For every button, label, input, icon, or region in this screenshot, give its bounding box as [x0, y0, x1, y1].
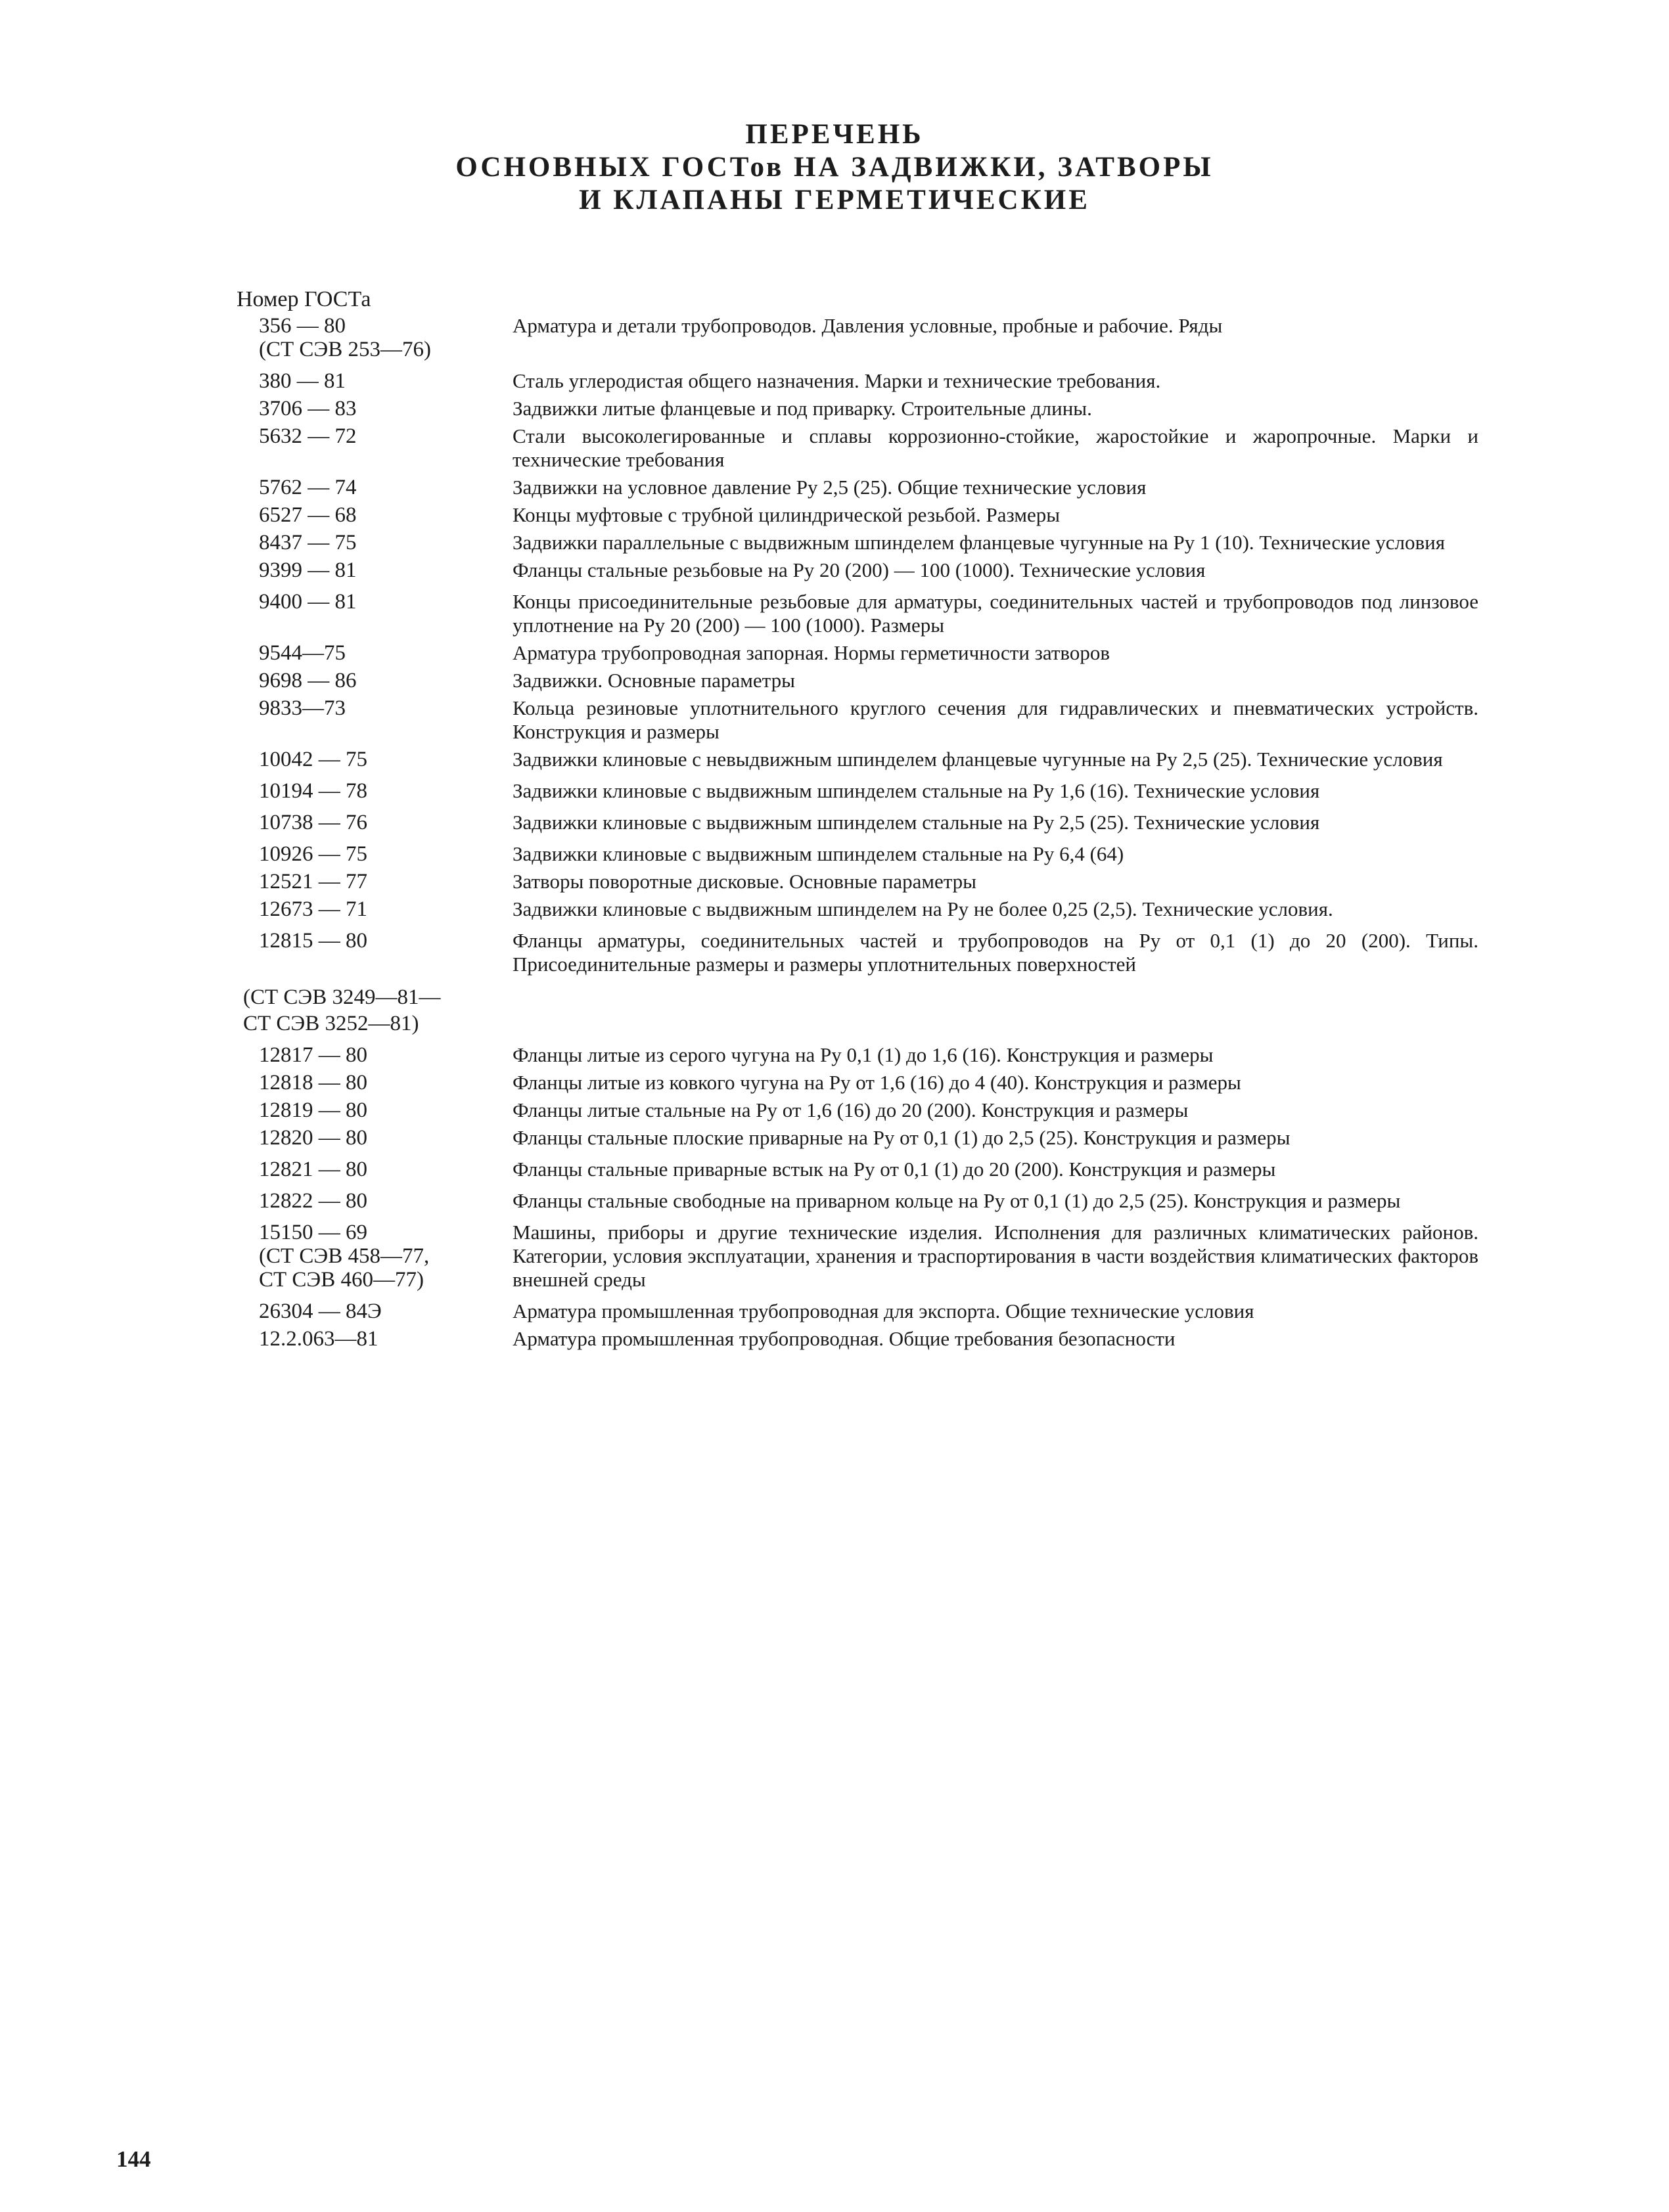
- gost-number-main: 9698 — 86: [259, 669, 357, 692]
- gost-number-main: 12820 — 80: [259, 1126, 367, 1150]
- gost-number-main: 9400 — 81: [259, 590, 357, 614]
- table-row: [237, 1299, 1478, 1323]
- gost-description: Арматура промышленная трубопроводная для экспорта. Общие технические условия: [513, 1299, 1254, 1322]
- gost-number-sev-ref: (СТ СЭВ 253—76): [259, 338, 431, 361]
- gost-number-main: 10194 — 78: [259, 779, 367, 803]
- gost-number: [237, 1098, 513, 1122]
- sev-block-line2: СТ СЭВ 3252—81): [243, 1012, 419, 1035]
- gost-number: [237, 503, 513, 527]
- gost-description: Стали высоколегированные и сплавы коррозионно-стойкие, жаростойкие и жаропрочные. Марки и технические требования: [513, 424, 1478, 471]
- gost-description: Концы муфтовые с трубной цилиндрической резьбой. Размеры: [513, 503, 1061, 526]
- gost-description: Арматура промышленная трубопроводная. Общие требования безопасности: [513, 1327, 1176, 1350]
- gost-number-main: 26304 — 84Э: [259, 1299, 382, 1323]
- gost-number: [237, 870, 513, 893]
- gost-number-main: 5632 — 72: [259, 424, 357, 448]
- gost-number-main: 15150 — 69: [259, 1221, 367, 1244]
- table-row: [237, 476, 1478, 499]
- gost-number: [237, 696, 513, 720]
- gost-number-main: 9544—75: [259, 641, 346, 665]
- gost-number-main: 356 — 80: [259, 314, 346, 338]
- title-line-3: И КЛАПАНЫ ГЕРМЕТИЧЕСКИЕ: [579, 185, 1090, 215]
- gost-number-main: 12818 — 80: [259, 1071, 367, 1095]
- gost-rows-part2: [237, 1043, 1478, 1351]
- gost-number-main: 12673 — 71: [259, 897, 367, 921]
- table-row: [237, 397, 1478, 420]
- gost-number: [237, 424, 513, 448]
- gost-number: [237, 842, 513, 866]
- table-row: [237, 870, 1478, 893]
- gost-description: Задвижки клиновые с выдвижным шпинделем стальные на Pу 1,6 (16). Технические условия: [513, 779, 1320, 802]
- table-row: [237, 641, 1478, 665]
- gost-number-main: 10738 — 76: [259, 811, 367, 834]
- gost-number: [237, 669, 513, 692]
- table-row: [237, 1327, 1478, 1351]
- gost-number: [237, 1189, 513, 1213]
- table-row: [237, 897, 1478, 921]
- gost-number-main: 10042 — 75: [259, 748, 367, 771]
- title-line-2: ОСНОВНЫХ ГОСТов НА ЗАДВИЖКИ, ЗАТВОРЫ: [455, 152, 1214, 183]
- gost-number-main: 12521 — 77: [259, 870, 367, 893]
- gost-description: Фланцы литые из ковкого чугуна на Pу от 1,6 (16) до 4 (40). Конструкция и размеры: [513, 1071, 1241, 1094]
- gost-description: Концы присоединительные резьбовые для арматуры, соединительных частей и трубопроводов под линзовое уплотнение на Pу 20 (200) — 100 (1000). Размеры: [513, 590, 1478, 637]
- gost-number: [237, 1327, 513, 1351]
- gost-number: [237, 1043, 513, 1067]
- gost-number: [237, 748, 513, 771]
- gost-number: [237, 1158, 513, 1181]
- gost-description: Фланцы стальные приварные встык на Pу от 0,1 (1) до 20 (200). Конструкция и размеры: [513, 1158, 1276, 1181]
- gost-number-main: 12.2.063—81: [259, 1327, 378, 1351]
- gost-table: [237, 314, 1478, 1355]
- gost-number: [237, 476, 513, 499]
- gost-number-main: 8437 — 75: [259, 531, 357, 554]
- gost-number: [237, 811, 513, 834]
- gost-number: [237, 1126, 513, 1150]
- gost-description: Арматура и детали трубопроводов. Давления условные, пробные и рабочие. Ряды: [513, 314, 1223, 337]
- gost-description: Фланцы арматуры, соединительных частей и трубопроводов на Pу от 0,1 (1) до 20 (200). Типы. Присоединительные размеры и размеры уплотнительных поверхностей: [513, 929, 1478, 976]
- table-row: [237, 1158, 1478, 1181]
- gost-description: Фланцы стальные свободные на приварном кольце на Pу от 0,1 (1) до 2,5 (25). Конструкция и размеры: [513, 1189, 1401, 1212]
- table-row: [237, 1071, 1478, 1095]
- gost-description: Фланцы стальные плоские приварные на Pу от 0,1 (1) до 2,5 (25). Конструкция и размеры: [513, 1126, 1291, 1149]
- gost-description: Задвижки клиновые с выдвижным шпинделем стальные на Pу 2,5 (25). Технические условия: [513, 811, 1320, 834]
- table-row: [237, 531, 1478, 554]
- table-row: [237, 314, 1478, 361]
- table-row: [237, 748, 1478, 771]
- table-row: [237, 590, 1478, 637]
- gost-number-main: 380 — 81: [259, 369, 346, 393]
- gost-description: Задвижки. Основные параметры: [513, 669, 795, 692]
- table-row: [237, 696, 1478, 744]
- gost-description: Арматура трубопроводная запорная. Нормы герметичности затворов: [513, 641, 1110, 664]
- gost-description: Задвижки клиновые с выдвижным шпинделем на Pу не более 0,25 (2,5). Технические условия.: [513, 897, 1333, 920]
- gost-number-main: 12815 — 80: [259, 929, 367, 953]
- sev-block-line1: (СТ СЭВ 3249—81—: [243, 985, 441, 1009]
- gost-number-sev-ref: СТ СЭВ 460—77): [259, 1268, 424, 1292]
- table-row: [237, 1126, 1478, 1150]
- gost-description: Машины, приборы и другие технические изделия. Исполнения для различных климатических районов. Категории, условия эксплуатации, хранения и траспортирования в части воздействия климатических факторов внешней среды: [513, 1221, 1478, 1291]
- gost-number: [237, 1299, 513, 1323]
- gost-number: [237, 531, 513, 554]
- gost-number-main: 12819 — 80: [259, 1098, 367, 1122]
- gost-number-sev-ref: (СТ СЭВ 458—77,: [259, 1244, 430, 1268]
- gost-number-main: 12822 — 80: [259, 1189, 367, 1213]
- column-heading: Номер ГОСТа: [237, 287, 371, 311]
- gost-number: [237, 897, 513, 921]
- gost-description: Задвижки на условное давление Pу 2,5 (25). Общие технические условия: [513, 476, 1147, 499]
- gost-number: [237, 779, 513, 803]
- gost-number-main: 3706 — 83: [259, 397, 357, 420]
- gost-description: Фланцы литые из серого чугуна на Pу 0,1 (1) до 1,6 (16). Конструкция и размеры: [513, 1043, 1214, 1066]
- table-row: [237, 369, 1478, 393]
- gost-description: Затворы поворотные дисковые. Основные параметры: [513, 870, 976, 893]
- gost-number: [237, 641, 513, 665]
- gost-number: [237, 1071, 513, 1095]
- document-title: [0, 118, 1669, 217]
- table-row: [237, 811, 1478, 834]
- table-row: [237, 669, 1478, 692]
- page-number: 144: [116, 2146, 151, 2172]
- gost-number-main: 9833—73: [259, 696, 346, 720]
- table-row: [237, 1189, 1478, 1213]
- gost-number: [237, 590, 513, 614]
- table-row: [237, 779, 1478, 803]
- gost-number: [237, 558, 513, 582]
- table-row: [237, 424, 1478, 472]
- table-row: [237, 558, 1478, 582]
- gost-number-main: 10926 — 75: [259, 842, 367, 866]
- table-row: [237, 1043, 1478, 1067]
- gost-description: Фланцы стальные резьбовые на Pу 20 (200) — 100 (1000). Технические условия: [513, 558, 1206, 581]
- gost-description: Сталь углеродистая общего назначения. Марки и технические требования.: [513, 369, 1161, 392]
- gost-number: [237, 314, 513, 361]
- title-line-1: ПЕРЕЧЕНЬ: [745, 119, 924, 150]
- gost-number: [237, 1221, 513, 1292]
- gost-number-main: 12817 — 80: [259, 1043, 367, 1067]
- gost-description: Задвижки клиновые с невыдвижным шпинделем фланцевые чугунные на Pу 2,5 (25). Технические условия: [513, 748, 1443, 771]
- gost-number: [237, 369, 513, 393]
- gost-description: Задвижки клиновые с выдвижным шпинделем стальные на Pу 6,4 (64): [513, 842, 1124, 865]
- table-row: [237, 503, 1478, 527]
- table-row: [237, 1098, 1478, 1122]
- sev-block: [237, 984, 1478, 1037]
- gost-number-main: 9399 — 81: [259, 558, 357, 582]
- gost-description: Задвижки параллельные с выдвижным шпинделем фланцевые чугунные на Pу 1 (10). Технические условия: [513, 531, 1445, 554]
- gost-number: [237, 397, 513, 420]
- table-row: [237, 842, 1478, 866]
- gost-number-main: 12821 — 80: [259, 1158, 367, 1181]
- table-row: [237, 929, 1478, 976]
- gost-number-main: 5762 — 74: [259, 476, 357, 499]
- gost-description: Кольца резиновые уплотнительного круглого сечения для гидравлических и пневматических устройств. Конструкция и размеры: [513, 696, 1478, 743]
- gost-description: Задвижки литые фланцевые и под приварку. Строительные длины.: [513, 397, 1092, 420]
- table-row: [237, 1221, 1478, 1292]
- gost-description: Фланцы литые стальные на Pу от 1,6 (16) до 20 (200). Конструкция и размеры: [513, 1098, 1189, 1121]
- gost-number: [237, 929, 513, 953]
- gost-rows-part1: [237, 314, 1478, 976]
- gost-number-main: 6527 — 68: [259, 503, 357, 527]
